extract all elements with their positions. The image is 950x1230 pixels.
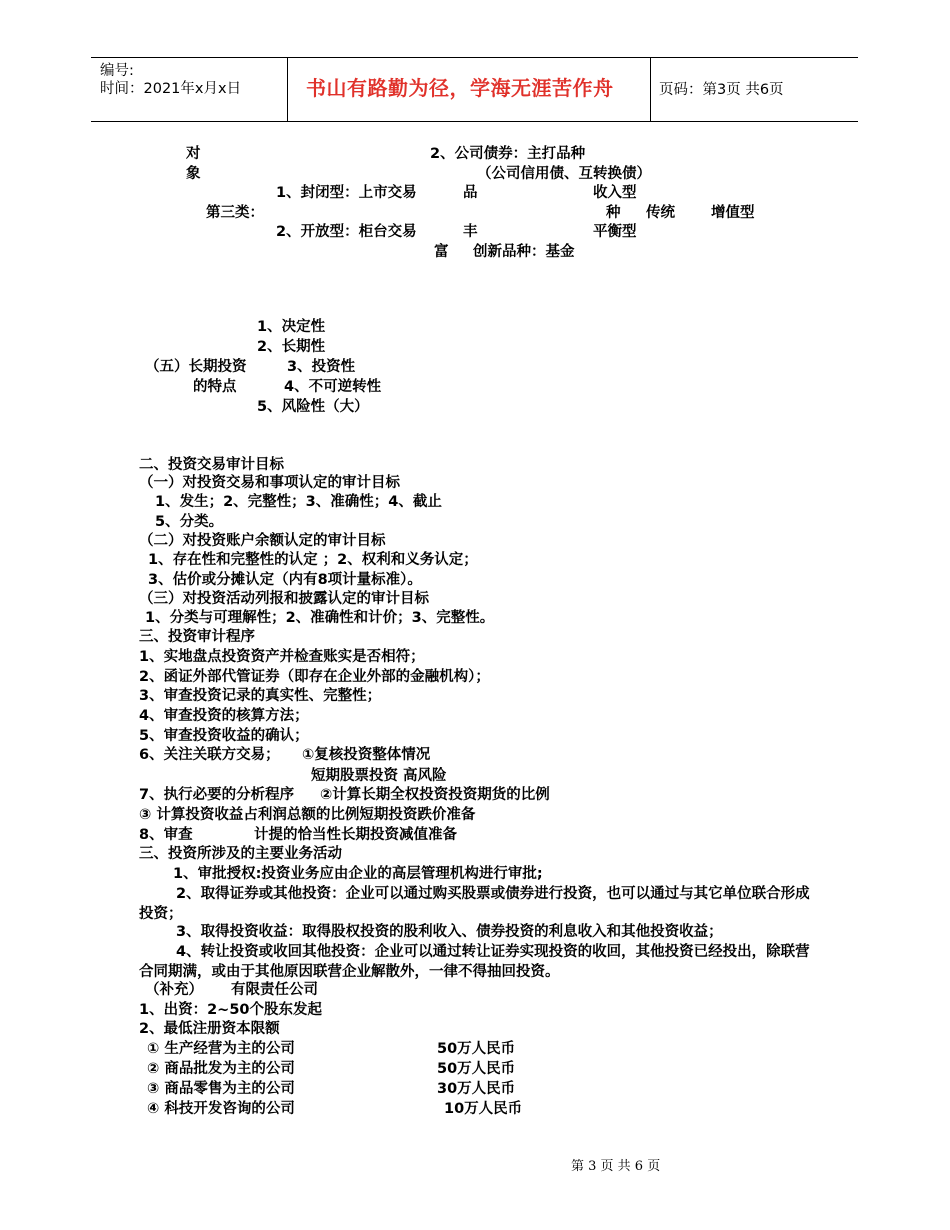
diagram2-label-2: 的特点 — [193, 379, 237, 395]
diagram1-closed: 1、封闭型：上市交易 — [276, 185, 417, 201]
header-divider-left — [287, 57, 288, 121]
diagram1-zhong: 种 — [606, 205, 621, 221]
diagram2-item-3: 3、投资性 — [287, 359, 356, 375]
subsection-3: （三）对投资活动列报和披露认定的审计目标 — [139, 591, 429, 607]
text-line: 计提的恰当性长期投资减值准备 — [254, 827, 457, 843]
diagram1-balanced: 平衡型 — [593, 224, 637, 240]
diagram1-pin: 品 — [463, 185, 478, 201]
text-line: 3、审查投资记录的真实性、完整性； — [139, 688, 382, 704]
diagram1-traditional: 传统 — [646, 205, 675, 221]
diagram2-item-1: 1、决定性 — [257, 319, 326, 335]
subsection-2: （二）对投资账户余额认定的审计目标 — [139, 533, 386, 549]
diagram1-feng: 丰 — [463, 224, 478, 240]
diagram1-income: 收入型 — [593, 185, 637, 201]
text-line: 3、估价或分摊认定（内有8项计量标准）。 — [148, 572, 422, 588]
paragraph-2: 2、取得证券或其他投资：企业可以通过购买股票或债券进行投资，也可以通过与其它单位联合形成投资； — [139, 886, 810, 922]
paragraph-3: 3、取得投资收益：取得股权投资的股利收入、债券投资的利息收入和其他投资收益； — [176, 924, 723, 940]
text-line: 7、执行必要的分析程序 — [139, 787, 295, 803]
text-line: ①复核投资整体情况 — [302, 747, 431, 763]
capital-amount: 50万人民币 — [437, 1061, 516, 1077]
capital-amount: 10万人民币 — [444, 1101, 523, 1117]
text-line: 8、审查 — [139, 827, 193, 843]
header-number-label: 编号: — [100, 63, 134, 79]
header-top-border — [91, 57, 858, 58]
page-footer: 第 3 页 共 6 页 — [571, 1159, 661, 1174]
diagram2-item-4: 4、不可逆转性 — [284, 379, 382, 395]
text-line: ②计算长期全权投资投资期货的比例 — [320, 787, 550, 803]
header-motto: 书山有路勤为径，学海无涯苦作舟 — [306, 76, 614, 100]
diagram1-innovation: 创新品种：基金 — [473, 244, 575, 260]
diagram1-open: 2、开放型：柜台交易 — [276, 224, 417, 240]
paragraph-4: 4、转让投资或收回其他投资：企业可以通过转让证券实现投资的收回，其他投资已经投出，除联营合同期满，或由于其他原因联营企业解散外，一律不得抽回投资。 — [139, 944, 810, 980]
capital-type: ② 商品批发为主的公司 — [147, 1061, 295, 1077]
text-line: ③ 计算投资收益占利润总额的比例短期投资跌价准备 — [139, 807, 476, 823]
text-line: 1、实地盘点投资资产并检查账实是否相符； — [139, 649, 425, 665]
section-audit-procedures: 三、投资审计程序 — [139, 629, 255, 645]
capital-amount: 30万人民币 — [437, 1081, 516, 1097]
text-line: 1、出资：2~50个股东发起 — [139, 1002, 323, 1018]
text-line: 2、最低注册资本限额 — [139, 1021, 280, 1037]
capital-amount: 50万人民币 — [437, 1041, 516, 1057]
text-line: 5、审查投资收益的确认； — [139, 728, 309, 744]
section-business-activities: 三、投资所涉及的主要业务活动 — [139, 846, 342, 862]
diagram1-fu: 富 — [434, 244, 449, 260]
text-line: 1、分类与可理解性；2、准确性和计价；3、完整性。 — [145, 610, 495, 626]
text-line: 6、关注关联方交易； — [139, 747, 280, 763]
diagram2-item-5: 5、风险性（大） — [257, 399, 369, 415]
diagram1-bond: 2、公司债券：主打品种 — [430, 146, 586, 162]
diagram1-third-class: 第三类： — [206, 205, 264, 221]
diagram1-object-2: 象 — [186, 166, 201, 182]
diagram1-object-1: 对 — [186, 146, 201, 162]
diagram1-bond-detail: （公司信用债、互转换债） — [477, 166, 651, 182]
diagram2-item-2: 2、长期性 — [257, 339, 326, 355]
text-line: 5、分类。 — [155, 514, 224, 530]
capital-type: ④ 科技开发咨询的公司 — [147, 1101, 295, 1117]
text-line: 1、存在性和完整性的认定 ；2、权利和义务认定； — [148, 552, 478, 568]
header-page-info: 页码：第3页 共6页 — [659, 82, 784, 98]
capital-type: ③ 商品零售为主的公司 — [147, 1081, 295, 1097]
text-line: 1、发生；2、完整性；3、准确性；4、截止 — [155, 494, 442, 510]
capital-type: ① 生产经营为主的公司 — [147, 1041, 295, 1057]
header-bottom-border — [91, 121, 858, 122]
subsection-1: （一）对投资交易和事项认定的审计目标 — [139, 475, 400, 491]
supplement-label: （补充） — [145, 982, 203, 998]
header-divider-right — [650, 57, 651, 121]
text-line: 2、函证外部代管证券（即存在企业外部的金融机构）； — [139, 669, 490, 685]
diagram1-growth: 增值型 — [711, 205, 755, 221]
diagram2-label-1: （五）长期投资 — [145, 359, 247, 375]
text-line: 短期股票投资 高风险 — [311, 768, 447, 784]
text-line: 1、审批授权:投资业务应由企业的高层管理机构进行审批; — [173, 866, 543, 882]
header-time-label: 时间：2021年x月x日 — [100, 81, 242, 97]
supplement-title: 有限责任公司 — [231, 982, 318, 998]
text-line: 4、审查投资的核算方法； — [139, 708, 309, 724]
section-audit-objectives: 二、投资交易审计目标 — [139, 457, 284, 473]
